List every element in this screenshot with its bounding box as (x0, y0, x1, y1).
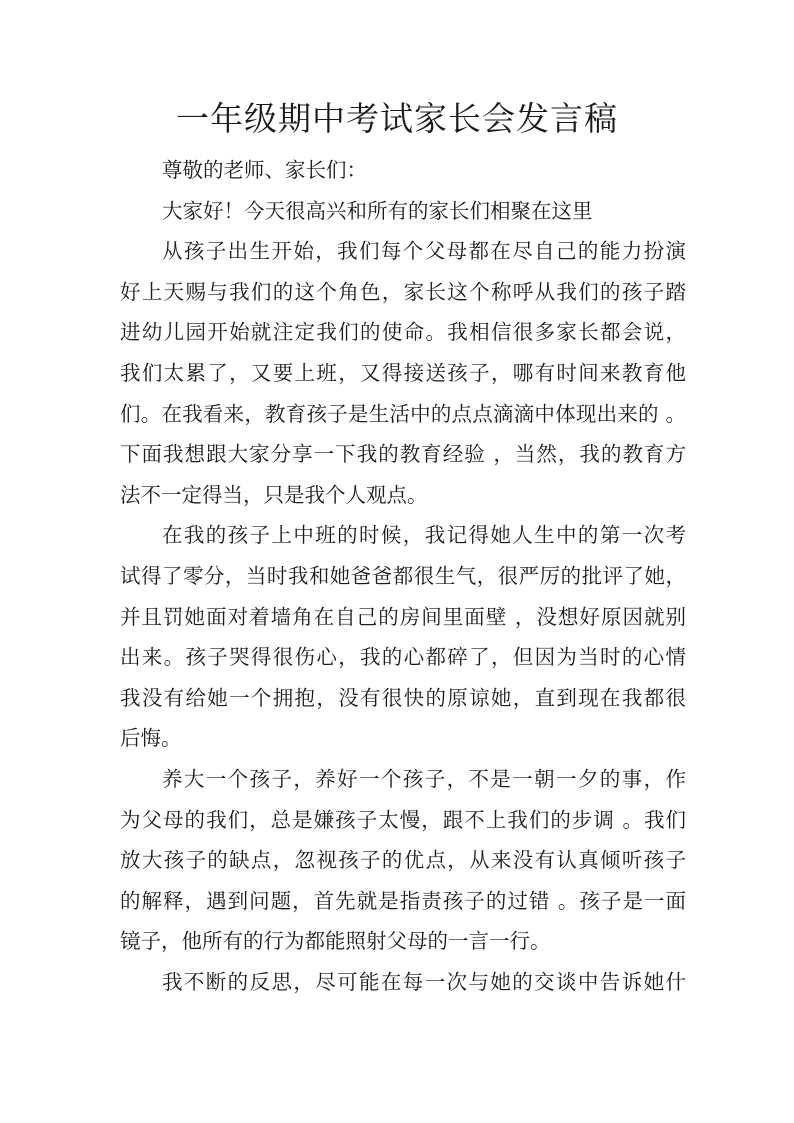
document-title: 一年级期中考试家长会发言稿 (176, 99, 618, 138)
body-line: 我不断的反思，尽可能在每一次与她的交谈中告诉她什 (162, 969, 686, 994)
body-line: 我没有给她一个拥抱，没有很快的原谅她，直到现在我都很 (120, 685, 686, 710)
body-line: 下面我想跟大家分享一下我的教育经验 ，当然，我的教育方 (120, 442, 686, 467)
body-line: 从孩子出生开始，我们每个父母都在尽自己的能力扮演 (162, 239, 686, 264)
body-line: 好上天赐与我们的这个角色，家长这个称呼从我们的孩子踏 (120, 279, 686, 304)
body-line: 们。在我看来，教育孩子是生活中的点点滴滴中体现出来的 。 (120, 401, 686, 426)
body-line: 我们太累了，又要上班，又得接送孩子，哪有时间来教育他 (120, 360, 686, 385)
body-line: 镜子，他所有的行为都能照射父母的一言一行。 (120, 929, 551, 954)
body-line: 进幼儿园开始就注定我们的使命。我相信很多家长都会说， (120, 320, 686, 345)
body-line: 法不一定得当，只是我个人观点。 (120, 482, 428, 507)
body-line: 并且罚她面对着墙角在自己的房间里面壁 ，没想好原因就别 (120, 604, 686, 629)
body-line: 出来。孩子哭得很伤心，我的心都碎了，但因为当时的心情 (120, 645, 686, 670)
body-line: 在我的孩子上中班的时候，我记得她人生中的第一次考 (162, 523, 686, 548)
document-body (120, 150, 686, 1002)
body-line: 的解释，遇到问题，首先就是指责孩子的过错 。孩子是一面 (120, 888, 686, 913)
body-line: 试得了零分，当时我和她爸爸都很生气，很严厉的批评了她， (120, 563, 686, 588)
body-line: 养大一个孩子，养好一个孩子，不是一朝一夕的事，作 (162, 766, 686, 791)
body-line: 放大孩子的缺点，忽视孩子的优点，从来没有认真倾听孩子 (120, 848, 686, 873)
body-line: 尊敬的老师、家长们： (162, 158, 367, 182)
body-line: 后悔。 (120, 726, 182, 751)
body-line: 大家好！今天很高兴和所有的家长们相聚在这里 (162, 198, 593, 223)
body-line: 为父母的我们，总是嫌孩子太慢，跟不上我们的步调 。我们 (120, 807, 686, 832)
